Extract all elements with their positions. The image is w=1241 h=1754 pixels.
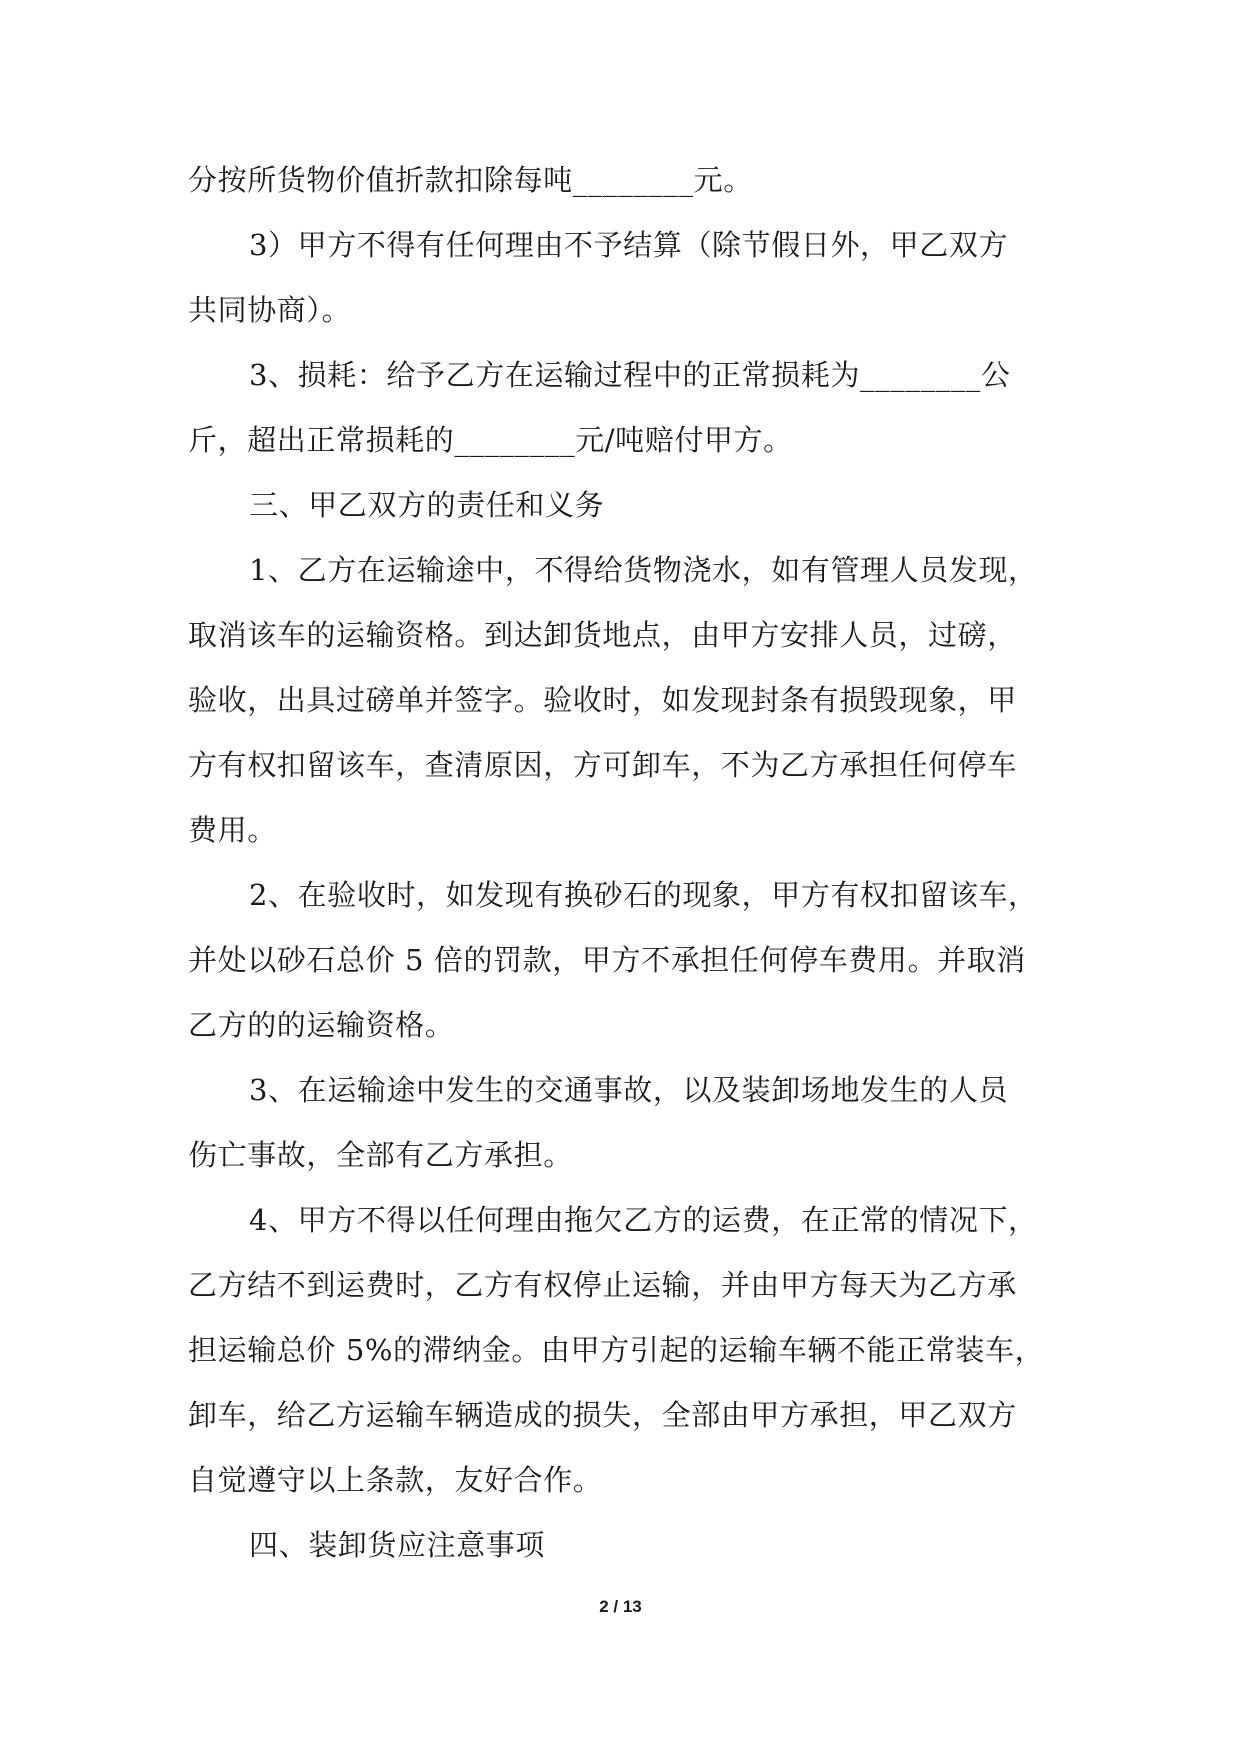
text-line: 验收，出具过磅单并签字。验收时，如发现封条有损毁现象，甲 — [188, 683, 1017, 717]
text-line: 取消该车的运输资格。到达卸货地点，由甲方安排人员，过磅， — [188, 618, 1017, 652]
text-line: 卸车，给乙方运输车辆造成的损失，全部由甲方承担，甲乙双方 — [188, 1398, 1017, 1432]
text-line: 3、在运输途中发生的交通事故，以及装卸场地发生的人员 — [249, 1073, 1009, 1107]
text-line: 分按所货物价值折款扣除每吨________元。 — [188, 163, 753, 197]
text-line: 伤亡事故，全部有乙方承担。 — [188, 1138, 573, 1172]
text-line: 乙方的的运输资格。 — [188, 1008, 455, 1042]
text-line: 费用。 — [188, 813, 277, 847]
text-line: 4、甲方不得以任何理由拖欠乙方的运费，在正常的情况下， — [249, 1203, 1038, 1237]
section-heading: 三、甲乙双方的责任和义务 — [249, 488, 605, 522]
document-body — [188, 148, 1058, 1578]
page-number: 2 / 13 — [599, 1597, 642, 1616]
text-line: 并处以砂石总价 5 倍的罚款，甲方不承担任何停车费用。并取消 — [188, 943, 1026, 977]
text-line: 斤，超出正常损耗的________元/吨赔付甲方。 — [188, 423, 793, 457]
text-line: 乙方结不到运费时，乙方有权停止运输，并由甲方每天为乙方承 — [188, 1268, 1017, 1302]
text-line: 2、在验收时，如发现有换砂石的现象，甲方有权扣留该车， — [249, 878, 1038, 912]
text-line: 1、乙方在运输途中，不得给货物浇水，如有管理人员发现， — [249, 553, 1038, 587]
text-line: 3、损耗：给予乙方在运输过程中的正常损耗为________公 — [249, 358, 1011, 392]
section-heading: 四、装卸货应注意事项 — [249, 1528, 546, 1562]
text-line: 共同协商）。 — [188, 293, 352, 327]
text-line: 担运输总价 5%的滞纳金。由甲方引起的运输车辆不能正常装车， — [188, 1333, 1045, 1367]
text-line: 3）甲方不得有任何理由不予结算（除节假日外，甲乙双方 — [249, 228, 1009, 262]
text-line: 自觉遵守以上条款，友好合作。 — [188, 1463, 603, 1497]
text-line: 方有权扣留该车，查清原因，方可卸车，不为乙方承担任何停车 — [188, 748, 1017, 782]
